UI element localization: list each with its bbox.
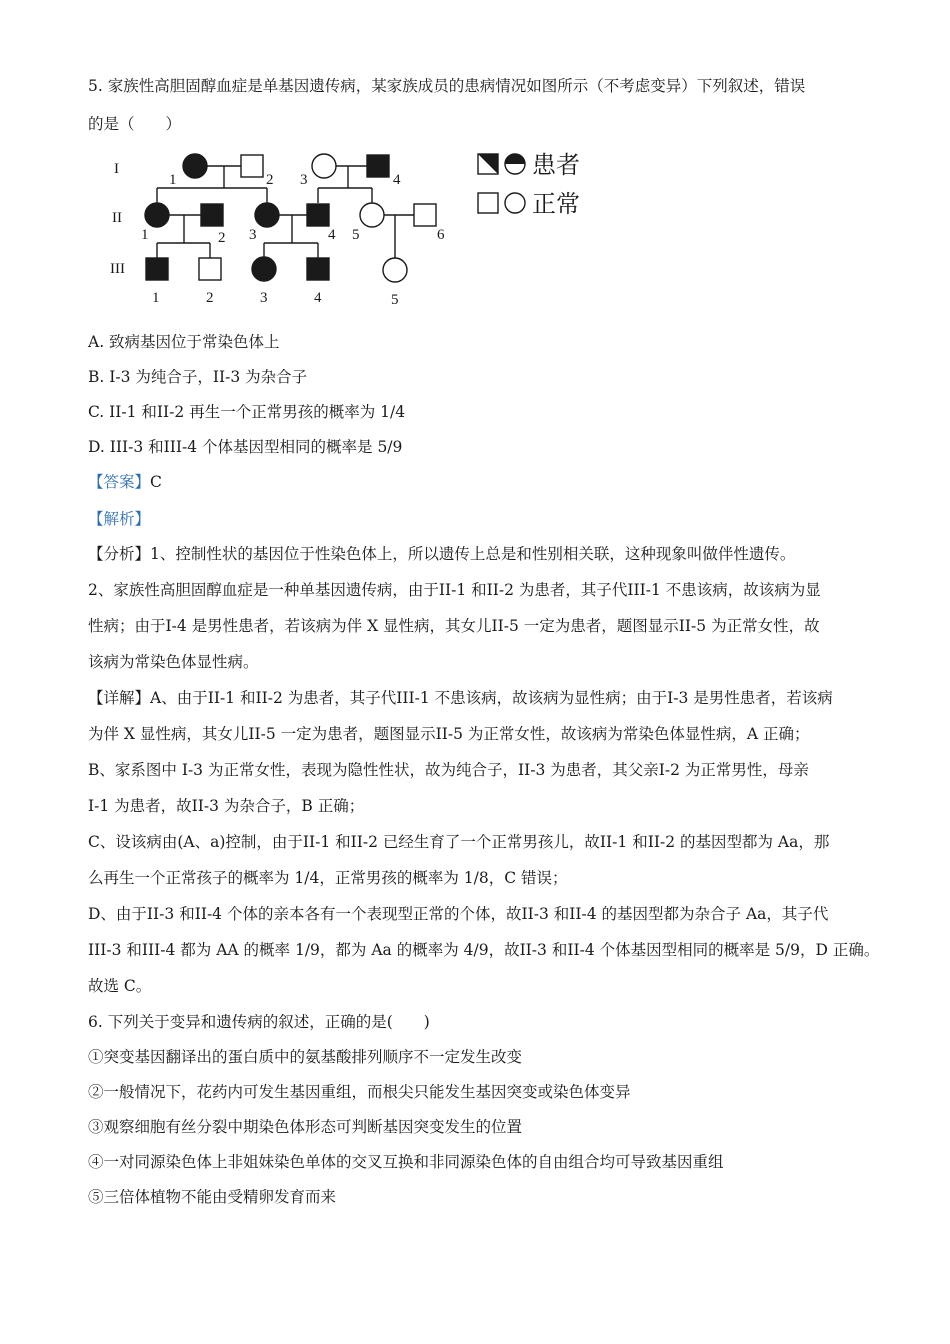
q6-item: ②一般情况下，花药内可发生基因重组，而根尖只能发生基因突变或染色体变异 — [88, 1083, 631, 1101]
III-1-number: 1 — [152, 290, 160, 306]
q5-stem-line2: 的是（ ） — [88, 115, 182, 133]
analysis-line: 【详解】A、由于II-1 和II-2 为患者，其子代III-1 不患该病，故该病为显性病；由于I-3 是男性患者，若该病 — [88, 689, 833, 707]
III-1-affected-male — [146, 258, 168, 280]
q6-stem: 6. 下列关于变异和遗传病的叙述，正确的是( ) — [88, 1013, 430, 1031]
II-6-number: 6 — [437, 227, 445, 243]
q5-answer — [88, 472, 162, 492]
II-6-normal-male — [414, 204, 436, 226]
q5-option-d: D. III-3 和III-4 个体基因型相同的概率是 5/9 — [88, 438, 403, 456]
analysis-line: 故选 C。 — [88, 977, 152, 995]
analysis-line: I-1 为患者，故II-3 为杂合子，B 正确； — [88, 797, 365, 815]
analysis-line: D、由于II-3 和II-4 个体的亲本各有一个表现型正常的个体，故II-3 和II-4 的基因型都为杂合子 Aa，其子代 — [88, 905, 829, 923]
q5-option-a: A. 致病基因位于常染色体上 — [88, 333, 280, 351]
II-2-number: 2 — [218, 230, 226, 246]
analysis-line: 么再生一个正常孩子的概率为 1/4，正常男孩的概率为 1/8，C 错误； — [88, 869, 568, 887]
II-4-number: 4 — [328, 227, 336, 243]
II-1-number: 1 — [141, 227, 149, 243]
I-3-number: 3 — [300, 172, 308, 188]
II-3-number: 3 — [249, 227, 257, 243]
I-4-number: 4 — [393, 172, 401, 188]
I-3-normal-female — [312, 154, 336, 178]
II-4-affected-male — [307, 204, 329, 226]
analysis-line: B、家系图中 I-3 为正常女性，表现为隐性性状，故为纯合子，II-3 为患者，其父亲I-2 为正常男性，母亲 — [88, 761, 809, 779]
III-2-number: 2 — [206, 290, 214, 306]
I-1-affected-female — [183, 154, 207, 178]
analysis-tag: 【解析】 — [88, 510, 151, 528]
gen-label-III: III — [110, 261, 125, 277]
analysis-line: III-3 和III-4 都为 AA 的概率 1/9，都为 Aa 的概率为 4/9，故II-3 和II-4 个体基因型相同的概率是 5/9，D 正确。 — [88, 941, 880, 959]
pedigree-legend — [478, 152, 580, 218]
III-5-normal-female — [383, 258, 407, 282]
III-3-number: 3 — [260, 290, 268, 306]
III-5-number: 5 — [391, 292, 399, 308]
I-4-affected-male — [367, 155, 389, 177]
q6-item: ①突变基因翻译出的蛋白质中的氨基酸排列顺序不一定发生改变 — [88, 1048, 523, 1066]
analysis-line: 为伴 X 显性病，其女儿II-5 一定为患者，题图显示II-5 为正常女性，故该病为常染色体显性病，A 正确； — [88, 725, 810, 743]
q5-stem-line1: 5. 家族性高胆固醇血症是单基因遗传病，某家族成员的患病情况如图所示（不考虑变异）下列叙述，错误 — [88, 77, 806, 95]
analysis-line: 【分析】1、控制性状的基因位于性染色体上，所以遗传上总是和性别相关联，这种现象叫做伴性遗传。 — [88, 545, 796, 563]
answer-value: C — [150, 473, 162, 491]
affected-female-legend-icon — [505, 154, 525, 164]
II-5-normal-female — [360, 203, 384, 227]
q5-option-c: C. II-1 和II-2 再生一个正常男孩的概率为 1/4 — [88, 403, 406, 421]
q5-option-b: B. I-3 为纯合子，II-3 为杂合子 — [88, 368, 308, 386]
q6-item: ③观察细胞有丝分裂中期染色体形态可判断基因突变发生的位置 — [88, 1118, 523, 1136]
legend-affected-label: 患者 — [532, 153, 580, 179]
analysis-line: 该病为常染色体显性病。 — [88, 653, 259, 671]
legend-normal-label: 正常 — [532, 192, 580, 218]
III-4-affected-male — [307, 258, 329, 280]
q6-item: ⑤三倍体植物不能由受精卵发育而来 — [88, 1188, 337, 1206]
I-1-number: 1 — [169, 172, 177, 188]
I-2-number: 2 — [266, 172, 274, 188]
analysis-line: 性病；由于I-4 是男性患者，若该病为伴 X 显性病，其女儿II-5 一定为患者，题图显示II-5 为正常女性，故 — [88, 617, 820, 635]
I-2-normal-male — [241, 155, 263, 177]
analysis-line: 2、家族性高胆固醇血症是一种单基因遗传病，由于II-1 和II-2 为患者，其子代III-1 不患该病，故该病为显 — [88, 581, 821, 599]
III-2-normal-male — [199, 258, 221, 280]
II-5-number: 5 — [352, 227, 360, 243]
q6-item: ④一对同源染色体上非姐妹染色单体的交叉互换和非同源染色体的自由组合均可导致基因重组 — [88, 1153, 724, 1171]
III-3-affected-female — [252, 257, 276, 281]
normal-male-legend-icon — [478, 193, 498, 213]
III-4-number: 4 — [314, 290, 322, 306]
gen-label-I: I — [114, 161, 119, 177]
II-3-affected-female — [255, 203, 279, 227]
pedigree-figure — [100, 138, 620, 308]
II-1-affected-female — [145, 203, 169, 227]
answer-tag: 【答案】 — [88, 473, 151, 491]
II-2-affected-male — [201, 204, 223, 226]
normal-female-legend-icon — [505, 193, 525, 213]
gen-label-II: II — [112, 210, 122, 226]
analysis-line: C、设该病由(A、a)控制，由于II-1 和II-2 已经生育了一个正常男孩儿，故II-1 和II-2 的基因型都为 Aa，那 — [88, 833, 830, 851]
